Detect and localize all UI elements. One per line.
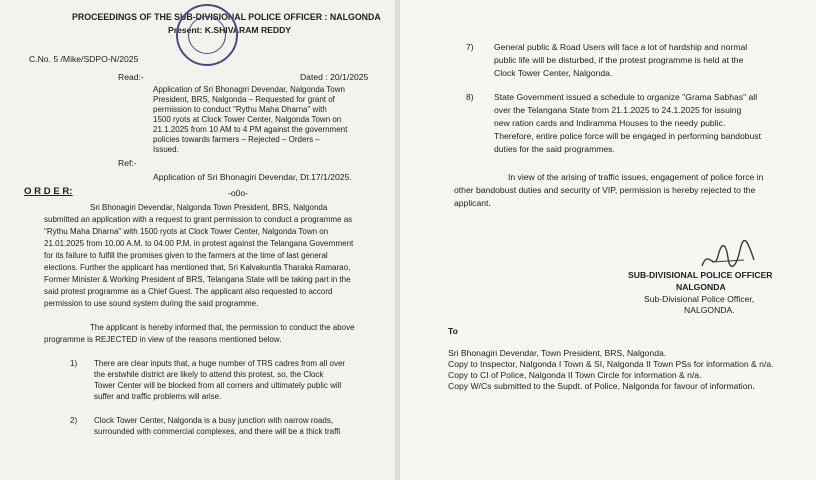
order-heading: O R D E R: (24, 186, 73, 197)
recipient-line: Copy to CI of Police, Nalgonda II Town Circle for information & n/a. (448, 370, 702, 380)
order-line: Sri Bhonagiri Devendar, Nalgonda Town President, BRS, Nalgonda (90, 203, 328, 212)
reason-line: surrounded with commercial complexes, and there will be a thick traffi (94, 427, 341, 436)
reason-line: suffer and traffic problems will arise. (94, 392, 222, 401)
reason-line: There are clear inputs that, a huge number of TRS cadres from all over (94, 359, 346, 368)
read-line: 21.1.2025 from 10 AM to 4 PM against the government (153, 125, 348, 134)
ref-text: Application of Sri Bhonagiri Devendar, Dt.17/1/2025. (153, 172, 352, 182)
order-line: 21.01.2025 from 10.00 A.M. to 04.00 P.M. in protest against the Telangana Government (44, 239, 354, 248)
signature-place: NALGONDA (676, 282, 726, 292)
recipient-line: Sri Bhonagiri Devendar, Town President, BRS, Nalgonda. (448, 348, 667, 358)
point-line: General public & Road Users will face a lot of hardship and normal (494, 42, 748, 52)
signature-stamp-place: NALGONDA. (684, 305, 735, 315)
point-line: public life will be disturbed, if the protest programme is held at the (494, 55, 744, 65)
read-line: Issued. (153, 145, 179, 154)
reason-line: Clock Tower Center, Nalgonda is a busy junction with narrow roads, (94, 416, 334, 425)
order-line: said protest programme as a Chief Guest. The applicant also requested to accord (44, 287, 333, 296)
point-number: 7) (466, 42, 474, 52)
order-line: elections. Further the applicant has mentioned that, Sri Kalvakuntla Tharaka Ramarao, (44, 263, 351, 272)
proceedings-title: PROCEEDINGS OF THE SUB-DIVISIONAL POLICE OFFICER : NALGONDA (72, 12, 381, 22)
point-line: State Government issued a schedule to organize "Grama Sabhas" all (494, 92, 758, 102)
conclusion-line: In view of the arising of traffic issues, engagement of police force in (508, 172, 764, 182)
point-line: Clock Tower Center, Nalgonda. (494, 68, 613, 78)
read-line: permission to conduct "Rythu Maha Dharna" with (153, 105, 327, 114)
informed-line: programme is REJECTED in view of the reasons mentioned below. (44, 335, 282, 344)
left-document-page (0, 0, 395, 480)
present-officer: Present: K.SHIVARAM REDDY (168, 25, 292, 35)
point-line: new ration cards and Indiramma Houses to the needy public. (494, 118, 726, 128)
order-line: for its failure to fulfill the promises given to the farmers at the time of last general (44, 251, 328, 260)
read-line: President, BRS, Nalgonda – Requested for grant of (153, 95, 335, 104)
read-label: Read:- (118, 72, 144, 82)
reference-number: C.No. 5 /Mike/SDPO-N/2025 (29, 54, 139, 64)
point-line: Therefore, entire police force will be engaged in performing bandobust (494, 131, 762, 141)
order-line: "Rythu Maha Dharna" with 1500 ryots at Clock Tower Center, Nalgonda Town on (44, 227, 329, 236)
signature-stamp: Sub-Divisional Police Officer, (644, 294, 755, 304)
read-line: policies towards farmers – Rejected – Orders – (153, 135, 320, 144)
conclusion-line: applicant. (454, 198, 491, 208)
recipient-line: Copy W/Cs submitted to the Supdt. of Police, Nalgonda for favour of information. (448, 381, 755, 391)
handwritten-signature (698, 238, 758, 274)
reason-number: 2) (70, 416, 78, 425)
point-number: 8) (466, 92, 474, 102)
reason-line: the erstwhile district are likely to attend this protest, so, the Clock (94, 370, 324, 379)
dated: Dated : 20/1/2025 (300, 72, 369, 82)
to-label: To (448, 326, 458, 336)
order-line: permission to use sound system during the said programme. (44, 299, 259, 308)
recipient-line: Copy to Inspector, Nalgonda I Town & SI, Nalgonda II Town PSs for information & n/a. (448, 359, 774, 369)
read-line: 1500 ryots at Clock Tower Center, Nalgonda Town on (153, 115, 342, 124)
point-line: over the Telangana State from 21.1.2025 to 24.1.2025 for issuing (494, 105, 742, 115)
order-line: Former Minister & Working President of BRS, Telangana State will be taking part in the (44, 275, 351, 284)
order-line: submitted an application with a request to grant permission to conduct a programme as (44, 215, 353, 224)
reason-line: Tower Center will be blocked from all corners and ultimately public will (94, 381, 342, 390)
reason-number: 1) (70, 359, 78, 368)
conclusion-line: other bandobust duties and security of VIP, permission is hereby rejected to the (454, 185, 756, 195)
point-line: duties for the said programmes. (494, 144, 615, 154)
ref-label: Ref:- (118, 158, 137, 168)
order-divider: -o0o- (228, 188, 249, 198)
informed-line: The applicant is hereby informed that, the permission to conduct the above (90, 323, 355, 332)
official-seal (176, 4, 238, 66)
read-line: Application of Sri Bhonagiri Devendar, Nalgonda Town (153, 85, 345, 94)
signature-title: SUB-DIVISIONAL POLICE OFFICER (628, 270, 773, 280)
